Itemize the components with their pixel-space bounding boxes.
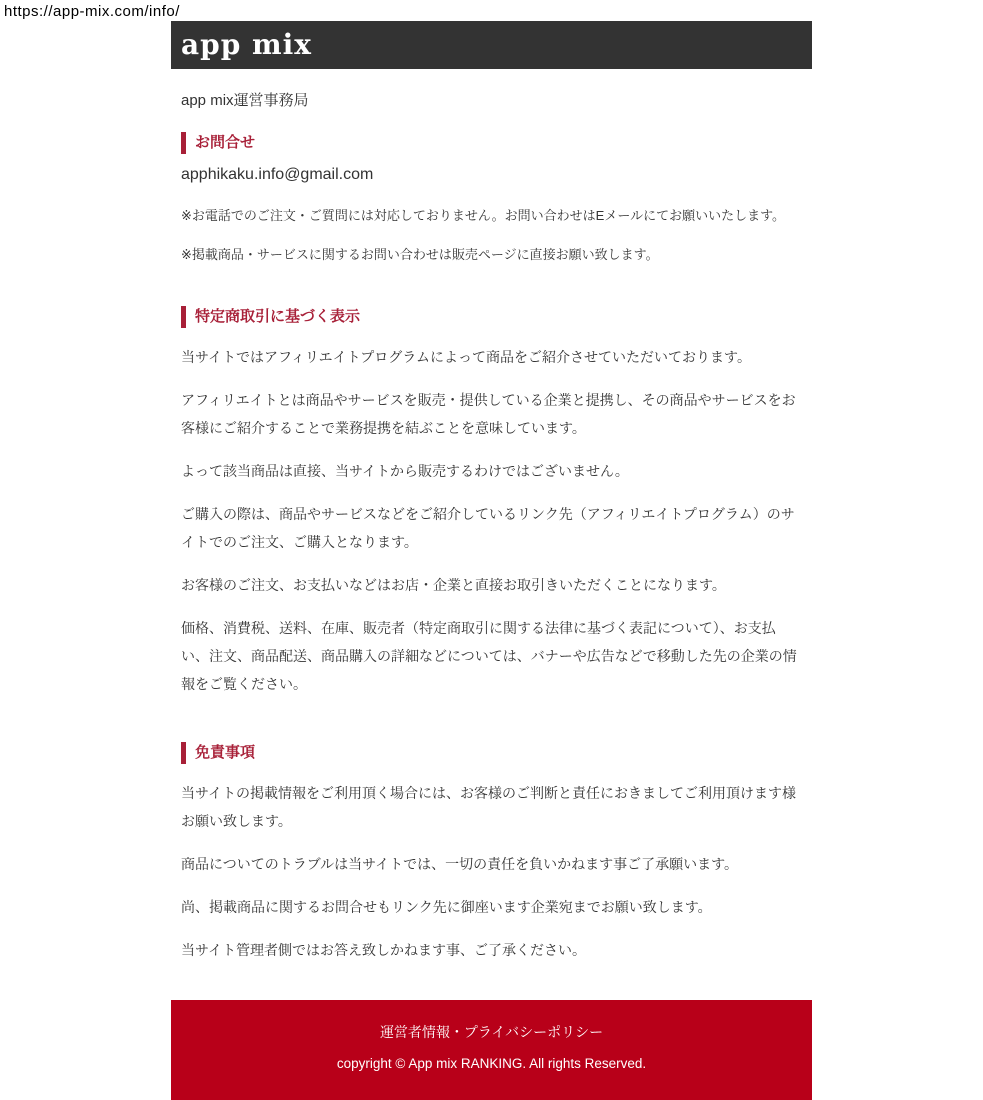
site-logo: app mix	[181, 28, 313, 61]
site-footer	[171, 1000, 812, 1100]
main-content	[171, 93, 812, 964]
paragraph: よって該当商品は直接、当サイトから販売するわけではございません。	[181, 463, 629, 479]
paragraph: 当サイトの掲載情報をご利用頂く場合には、お客様のご判断と責任におきましてご利用頂けます様お願い致します。	[181, 785, 797, 829]
contact-note: ※お電話でのご注文・ご質問には対応しておりません。お問い合わせはEメールにてお願いいたします。	[181, 208, 786, 223]
operating-office-text: app mix運営事務局	[181, 92, 309, 109]
paragraph: 商品についてのトラブルは当サイトでは、一切の責任を負いかねます事ご了承願います。	[181, 856, 739, 872]
contact-email: apphikaku.info@gmail.com	[181, 166, 374, 183]
paragraph: ご購入の際は、商品やサービスなどをご紹介しているリンク先（アフィリエイトプログラム）のサイトでのご注文、ご購入となります。	[181, 506, 795, 550]
privacy-policy-link[interactable]: 運営者情報・プライバシーポリシー	[379, 1024, 604, 1040]
site-header	[171, 21, 812, 69]
paragraph: 価格、消費税、送料、在庫、販売者（特定商取引に関する法律に基づく表記について）、お支払い、注文、商品配送、商品購入の詳細などについては、バナーや広告などで移動した先の企業の情報をご覧ください。	[181, 620, 797, 692]
paragraph: お客様のご注文、お支払いなどはお店・企業と直接お取引きいただくことになります。	[181, 577, 726, 593]
page-container	[171, 0, 812, 1100]
section-title-commerce-disclosure: 特定商取引に基づく表示	[181, 306, 802, 328]
paragraph: 尚、掲載商品に関するお問合せもリンク先に御座います企業宛までお願い致します。	[181, 899, 712, 915]
section-title-disclaimer: 免責事項	[181, 742, 802, 764]
section-title-contact: お問合せ	[181, 132, 802, 154]
paragraph: 当サイト管理者側ではお答え致しかねます事、ご了承ください。	[181, 942, 587, 958]
paragraph: アフィリエイトとは商品やサービスを販売・提供している企業と提携し、その商品やサービスをお客様にご紹介することで業務提携を結ぶことを意味しています。	[181, 392, 796, 436]
page-url-label: https://app-mix.com/info/	[4, 3, 180, 20]
contact-note: ※掲載商品・サービスに関するお問い合わせは販売ページに直接お願い致します。	[181, 247, 659, 262]
paragraph: 当サイトではアフィリエイトプログラムによって商品をご紹介させていただいております。	[181, 349, 751, 365]
copyright-text: copyright © App mix RANKING. All rights Reserved.	[336, 1056, 647, 1071]
